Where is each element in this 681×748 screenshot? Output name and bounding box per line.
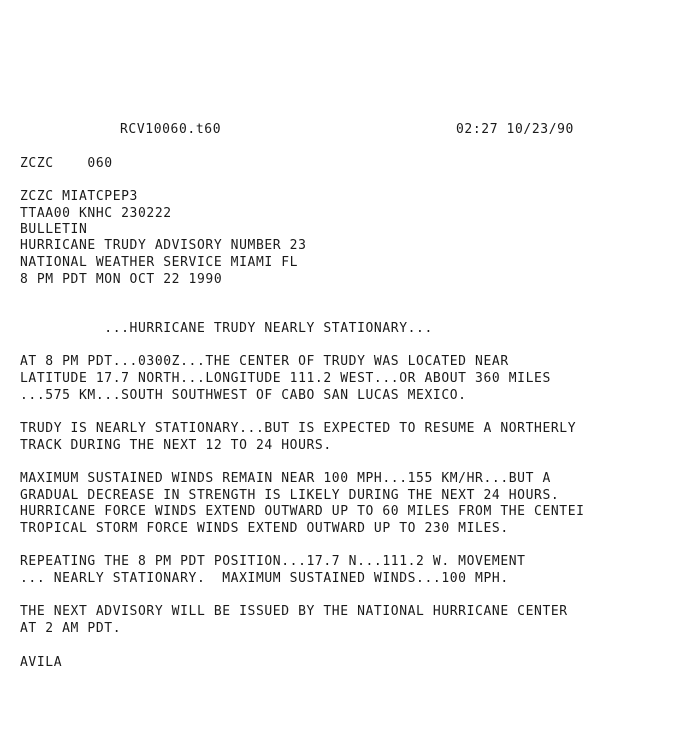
signature: AVILA (20, 655, 63, 670)
paragraph-line: AT 8 PM PDT...0300Z...THE CENTER OF TRUDY WAS LOCATED NEAR (20, 354, 509, 369)
paragraph-line: ...575 KM...SOUTH SOUTHWEST OF CABO SAN LUCAS MEXICO. (20, 388, 467, 403)
paragraph-line: TRACK DURING THE NEXT 12 TO 24 HOURS. (20, 438, 332, 453)
issue-time: 8 PM PDT MON OCT 22 1990 (20, 272, 223, 287)
paragraph-line: HURRICANE FORCE WINDS EXTEND OUTWARD UP TO 60 MILES FROM THE CENTEI (20, 504, 585, 519)
paragraph-line: AT 2 AM PDT. (20, 621, 122, 636)
timestamp: 02:27 10/23/90 (456, 122, 574, 137)
headline: ...HURRICANE TRUDY NEARLY STATIONARY... (20, 321, 433, 336)
bulletin-line: BULLETIN (20, 222, 88, 237)
routing-line: TTAA00 KNHC 230222 (20, 206, 172, 221)
paragraph-line: THE NEXT ADVISORY WILL BE ISSUED BY THE NATIONAL HURRICANE CENTER (20, 604, 568, 619)
file-id: RCV10060.t60 (120, 122, 222, 137)
paragraph-line: MAXIMUM SUSTAINED WINDS REMAIN NEAR 100 MPH...155 KM/HR...BUT A (20, 471, 551, 486)
paragraph-line: REPEATING THE 8 PM PDT POSITION...17.7 N...111.2 W. MOVEMENT (20, 554, 526, 569)
zczc-line: ZCZC 060 (20, 156, 113, 171)
paragraph-line: GRADUAL DECREASE IN STRENGTH IS LIKELY DURING THE NEXT 24 HOURS. (20, 488, 560, 503)
issuing-office: NATIONAL WEATHER SERVICE MIAMI FL (20, 255, 299, 270)
routing-line: ZCZC MIATCPEP3 (20, 189, 138, 204)
paragraph-line: LATITUDE 17.7 NORTH...LONGITUDE 111.2 WEST...OR ABOUT 360 MILES (20, 371, 551, 386)
paragraph-line: ... NEARLY STATIONARY. MAXIMUM SUSTAINED WINDS...100 MPH. (20, 571, 509, 586)
paragraph-line: TRUDY IS NEARLY STATIONARY...BUT IS EXPECTED TO RESUME A NORTHERLY (20, 421, 577, 436)
advisory-title: HURRICANE TRUDY ADVISORY NUMBER 23 (20, 238, 307, 253)
paragraph-line: TROPICAL STORM FORCE WINDS EXTEND OUTWARD UP TO 230 MILES. (20, 521, 509, 536)
